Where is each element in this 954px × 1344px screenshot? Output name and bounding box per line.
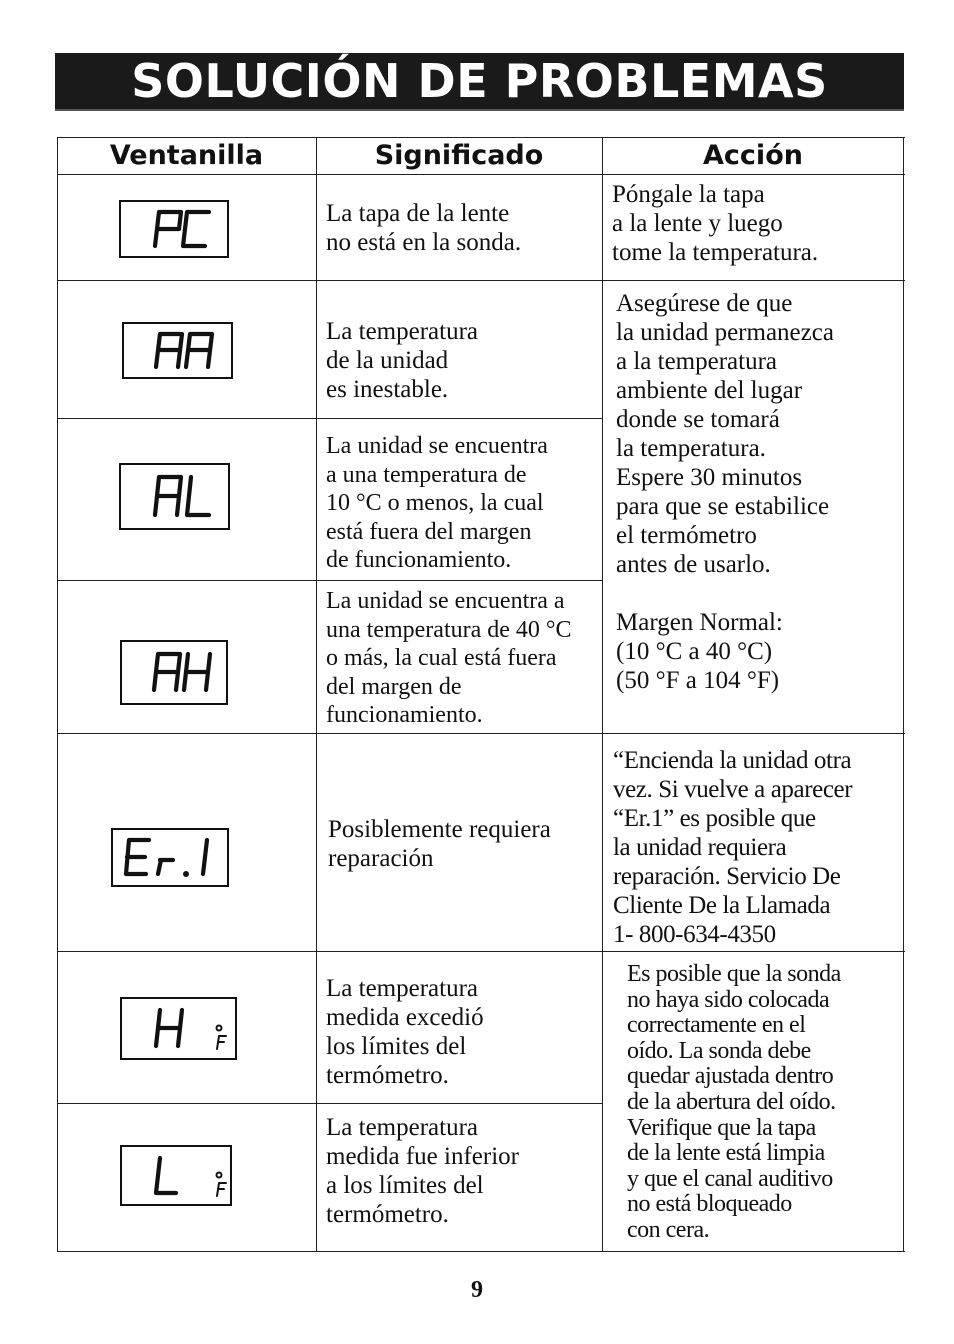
action-line: Es posible que la sonda (627, 961, 841, 987)
fahrenheit-unit-icon (217, 1026, 227, 1050)
action-er1 (613, 746, 852, 949)
action-line: correctamente en el (627, 1012, 806, 1039)
spacer (616, 579, 834, 608)
action-line: tome la temperatura. (612, 239, 819, 266)
lcd-display-ah (120, 640, 228, 705)
action-line: antes de usarlo. (616, 551, 771, 578)
meaning-line: a una temperatura de (326, 461, 527, 488)
action-line: para que se estabilice (616, 493, 830, 520)
title-banner (55, 53, 904, 111)
action-line: de la lente está limpia (627, 1140, 825, 1167)
header-ventanilla: Ventanilla (109, 140, 264, 171)
action-line: oído. La sonda debe (627, 1037, 811, 1064)
lcd-glyphs-l (122, 1147, 230, 1204)
range-label: Margen Normal: (616, 609, 783, 636)
meaning-line: termómetro. (326, 1062, 449, 1089)
header-significado: Significado (374, 140, 544, 171)
meaning-line: es inestable. (326, 376, 449, 403)
lcd-display-aa (122, 322, 233, 379)
action-line: quedar ajustada dentro (627, 1063, 834, 1090)
action-line: reparación. Servicio De (613, 863, 841, 890)
lcd-glyphs-pc (121, 202, 227, 256)
meaning-line: funcionamiento. (326, 702, 483, 729)
lcd-glyphs-ah (122, 642, 226, 703)
action-line: Cliente De la Llamada (613, 892, 831, 919)
meaning-line: a los límites del (326, 1172, 484, 1199)
lcd-display-l (120, 1145, 232, 1206)
range-celsius: (10 °C a 40 °C) (616, 638, 773, 665)
meaning-line: de la unidad (326, 347, 449, 374)
meaning-line: está fuera del margen (326, 518, 532, 545)
lcd-display-h (120, 997, 237, 1060)
meaning-aa (326, 317, 478, 404)
lcd-display-pc (119, 200, 229, 258)
action-line: el termómetro (616, 522, 757, 549)
header-accion: Acción (703, 140, 803, 171)
action-line: y que el canal auditivo (627, 1165, 833, 1192)
action-line: la unidad requiera (613, 834, 787, 861)
action-line: con cera. (627, 1216, 710, 1243)
meaning-line: La unidad se encuentra a (326, 588, 565, 614)
meaning-line: los límites del (326, 1033, 467, 1060)
action-line: Espere 30 minutos (616, 464, 803, 491)
page-title: SOLUCIÓN DE PROBLEMAS (131, 54, 828, 108)
meaning-l (326, 1113, 519, 1229)
row-divider (57, 1103, 603, 1104)
lcd-glyphs-er1 (113, 830, 227, 885)
lcd-display-er1 (111, 828, 229, 887)
meaning-line: La temperatura (326, 975, 478, 1002)
lcd-glyphs-al (121, 465, 228, 528)
lcd-glyphs-aa (124, 324, 231, 377)
page-number: 9 (471, 1277, 483, 1303)
action-line: Verifique que la tapa (627, 1114, 816, 1141)
action-line: 1- 800-634-4350 (613, 921, 776, 948)
action-line: la temperatura. (616, 435, 766, 462)
action-line: a la temperatura (616, 348, 778, 375)
action-line: Asegúrese de que (616, 290, 793, 317)
meaning-line: del margen de (326, 673, 462, 700)
action-line: la unidad permanezca (616, 319, 834, 346)
row-divider (57, 580, 603, 581)
action-line: vez. Si vuelve a aparecer (613, 776, 853, 803)
meaning-line: de funcionamiento. (326, 547, 512, 574)
meaning-line: La temperatura (326, 1114, 478, 1141)
header-divider (57, 174, 905, 175)
action-ambient-temperature (616, 289, 834, 695)
meaning-ah (326, 587, 572, 730)
meaning-line: La temperatura (326, 318, 478, 345)
action-pc (612, 180, 818, 267)
action-line: “Encienda la unidad otra (613, 747, 852, 774)
row-divider (57, 733, 905, 734)
meaning-er1 (328, 815, 551, 873)
table-border-bottom (57, 1251, 905, 1252)
lcd-glyphs-h (122, 999, 235, 1058)
action-probe-placement (627, 962, 841, 1244)
meaning-line: no está en la sonda. (326, 229, 522, 256)
action-line: a la lente y luego (612, 210, 783, 237)
meaning-line: medida fue inferior (326, 1143, 519, 1170)
meaning-pc (326, 199, 521, 257)
row-divider (57, 280, 905, 281)
action-line: no está bloqueado (627, 1191, 792, 1218)
range-fahrenheit: (50 °F a 104 °F) (616, 667, 780, 694)
meaning-al (326, 432, 548, 575)
table-border-left (57, 137, 58, 1252)
meaning-line: La tapa de la lente (326, 200, 510, 227)
meaning-h (326, 974, 484, 1090)
meaning-line: una temperatura de 40 °C (326, 616, 572, 643)
meaning-line: Posiblemente requiera (328, 816, 551, 843)
lcd-display-al (119, 463, 230, 530)
meaning-line: 10 °C o menos, la cual (326, 490, 544, 517)
action-line: Póngale la tapa (612, 181, 765, 208)
decimal-point (183, 871, 189, 877)
meaning-line: La unidad se encuentra (326, 433, 548, 459)
action-line: ambiente del lugar (616, 377, 803, 404)
column-divider (602, 137, 603, 1252)
meaning-line: termómetro. (326, 1201, 449, 1228)
row-divider (57, 951, 905, 952)
fahrenheit-unit-icon (217, 1173, 227, 1197)
action-line: de la abertura del oído. (627, 1088, 836, 1115)
table-border-right (903, 137, 904, 1252)
action-line: no haya sido colocada (627, 986, 830, 1013)
meaning-line: o más, la cual está fuera (326, 645, 557, 672)
meaning-line: reparación (328, 845, 434, 872)
row-divider (57, 418, 603, 419)
action-line: “Er.1” es posible que (613, 805, 816, 832)
column-divider (316, 137, 317, 1252)
meaning-line: medida excedió (326, 1004, 484, 1031)
action-line: donde se tomará (616, 406, 780, 433)
